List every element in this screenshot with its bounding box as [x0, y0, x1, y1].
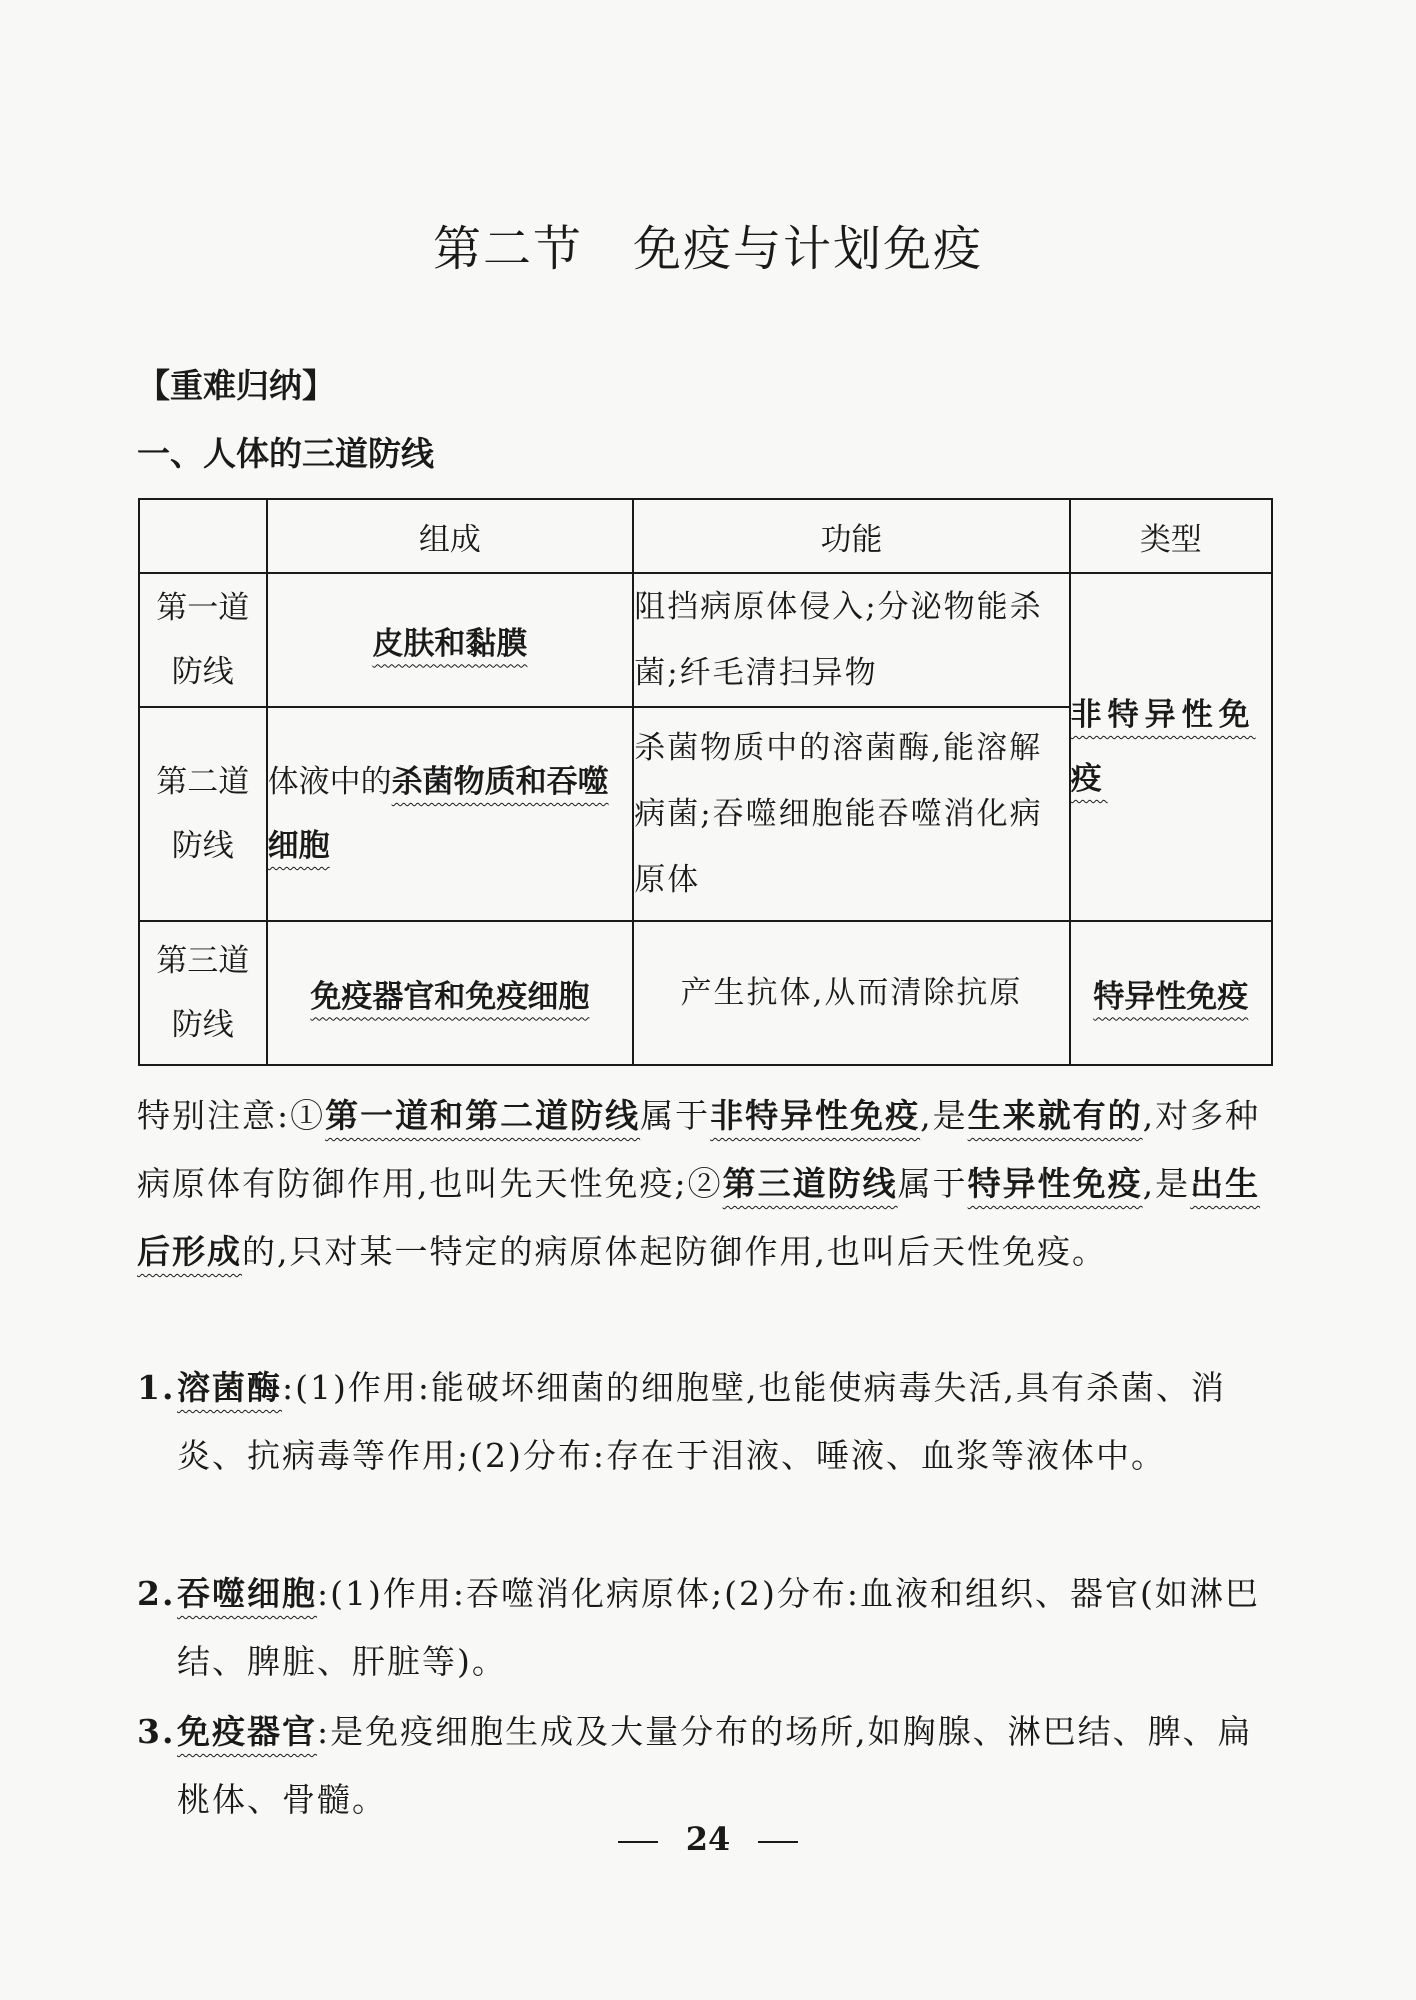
note-keyword: 出生后形成	[137, 1164, 1261, 1271]
item-text: :(1)作用:能破坏细菌的细胞壁,也能使病毒失活,具有杀菌、消炎、抗病毒等作用;(2)分布:存在于泪液、唾液、血浆等液体中。	[177, 1368, 1226, 1475]
composition-text: 免疫器官和免疫细胞	[310, 978, 590, 1015]
row-label-line1: 第一道	[156, 590, 250, 626]
row-label	[139, 921, 267, 1065]
item-term: 吞噬细胞	[177, 1574, 317, 1613]
title-topic: 免疫与计划免疫	[633, 221, 984, 277]
special-note	[137, 1082, 1277, 1286]
item-number: 2.	[137, 1574, 176, 1613]
note-text: 的,只对某一特定的病原体起防御作用,也叫后天性免疫。	[242, 1232, 1107, 1271]
composition-cell	[267, 573, 634, 707]
note-text: 属于	[897, 1164, 968, 1203]
page-number	[0, 1820, 1416, 1858]
function-cell: 产生抗体,从而清除抗原	[633, 921, 1069, 1065]
page-title	[0, 210, 1416, 279]
note-text: ,对多种病原体有防御作用,也叫先天性免疫;②	[137, 1096, 1261, 1203]
dash-left	[618, 1841, 658, 1843]
row-label	[139, 573, 267, 707]
page-number-value: 24	[685, 1820, 731, 1858]
header-function: 功能	[633, 499, 1069, 573]
note-keyword: 第一道和第二道防线	[325, 1096, 641, 1135]
title-section-number: 第二节	[432, 221, 583, 277]
row-label	[139, 707, 267, 921]
header-composition: 组成	[267, 499, 634, 573]
table-header-row	[139, 499, 1272, 573]
row-label-line2: 防线	[171, 654, 234, 690]
list-item	[137, 1354, 1277, 1490]
note-lead: 特别注意:①	[137, 1096, 326, 1135]
item-body	[137, 1354, 1277, 1490]
note-keyword: 特异性免疫	[967, 1164, 1143, 1203]
section-tag: 【重难归纳】	[137, 366, 335, 405]
row-label-line1: 第三道	[156, 943, 250, 979]
note-text: ,是	[1142, 1164, 1191, 1203]
list-item	[137, 1560, 1277, 1696]
table-row	[139, 573, 1272, 707]
type-cell	[1070, 921, 1272, 1065]
note-keyword: 生来就有的	[967, 1096, 1143, 1135]
composition-cell	[267, 921, 634, 1065]
type-specific: 特异性免疫	[1093, 978, 1249, 1015]
type-nonspecific: 非特异性免疫	[1070, 697, 1256, 797]
note-keyword: 非特异性免疫	[710, 1096, 921, 1135]
dash-right	[758, 1841, 798, 1843]
item-term: 溶菌酶	[177, 1368, 282, 1407]
note-text: ,是	[920, 1096, 968, 1135]
function-cell: 阻挡病原体侵入;分泌物能杀菌;纤毛清扫异物	[633, 573, 1069, 707]
row-label-line2: 防线	[171, 828, 234, 864]
note-keyword: 第三道防线	[722, 1164, 898, 1203]
header-type: 类型	[1070, 499, 1272, 573]
item-number: 3.	[137, 1712, 176, 1751]
item-text: :是免疫细胞生成及大量分布的场所,如胸腺、淋巴结、脾、扁桃体、骨髓。	[177, 1712, 1253, 1819]
list-item	[137, 1698, 1277, 1834]
composition-prefix: 体液中的	[267, 764, 392, 800]
function-cell: 杀菌物质中的溶菌酶,能溶解病菌;吞噬细胞能吞噬消化病原体	[633, 707, 1069, 921]
item-body	[137, 1560, 1277, 1696]
row-label-line2: 防线	[171, 1007, 234, 1043]
type-cell	[1070, 573, 1272, 921]
composition-text: 皮肤和黏膜	[372, 625, 528, 662]
item-body	[137, 1698, 1277, 1834]
defense-lines-table	[138, 498, 1273, 1066]
item-number: 1.	[137, 1368, 176, 1407]
row-label-line1: 第二道	[156, 764, 250, 800]
table-row	[139, 921, 1272, 1065]
item-term: 免疫器官	[177, 1712, 317, 1751]
item-text: :(1)作用:吞噬消化病原体;(2)分布:血液和组织、器官(如淋巴结、脾脏、肝脏等)。	[177, 1574, 1260, 1681]
subheading: 一、人体的三道防线	[137, 434, 434, 473]
composition-cell	[267, 707, 634, 921]
header-blank	[139, 499, 267, 573]
note-text: 属于	[640, 1096, 711, 1135]
composition-text: 杀菌物质和吞噬细胞	[267, 764, 609, 864]
